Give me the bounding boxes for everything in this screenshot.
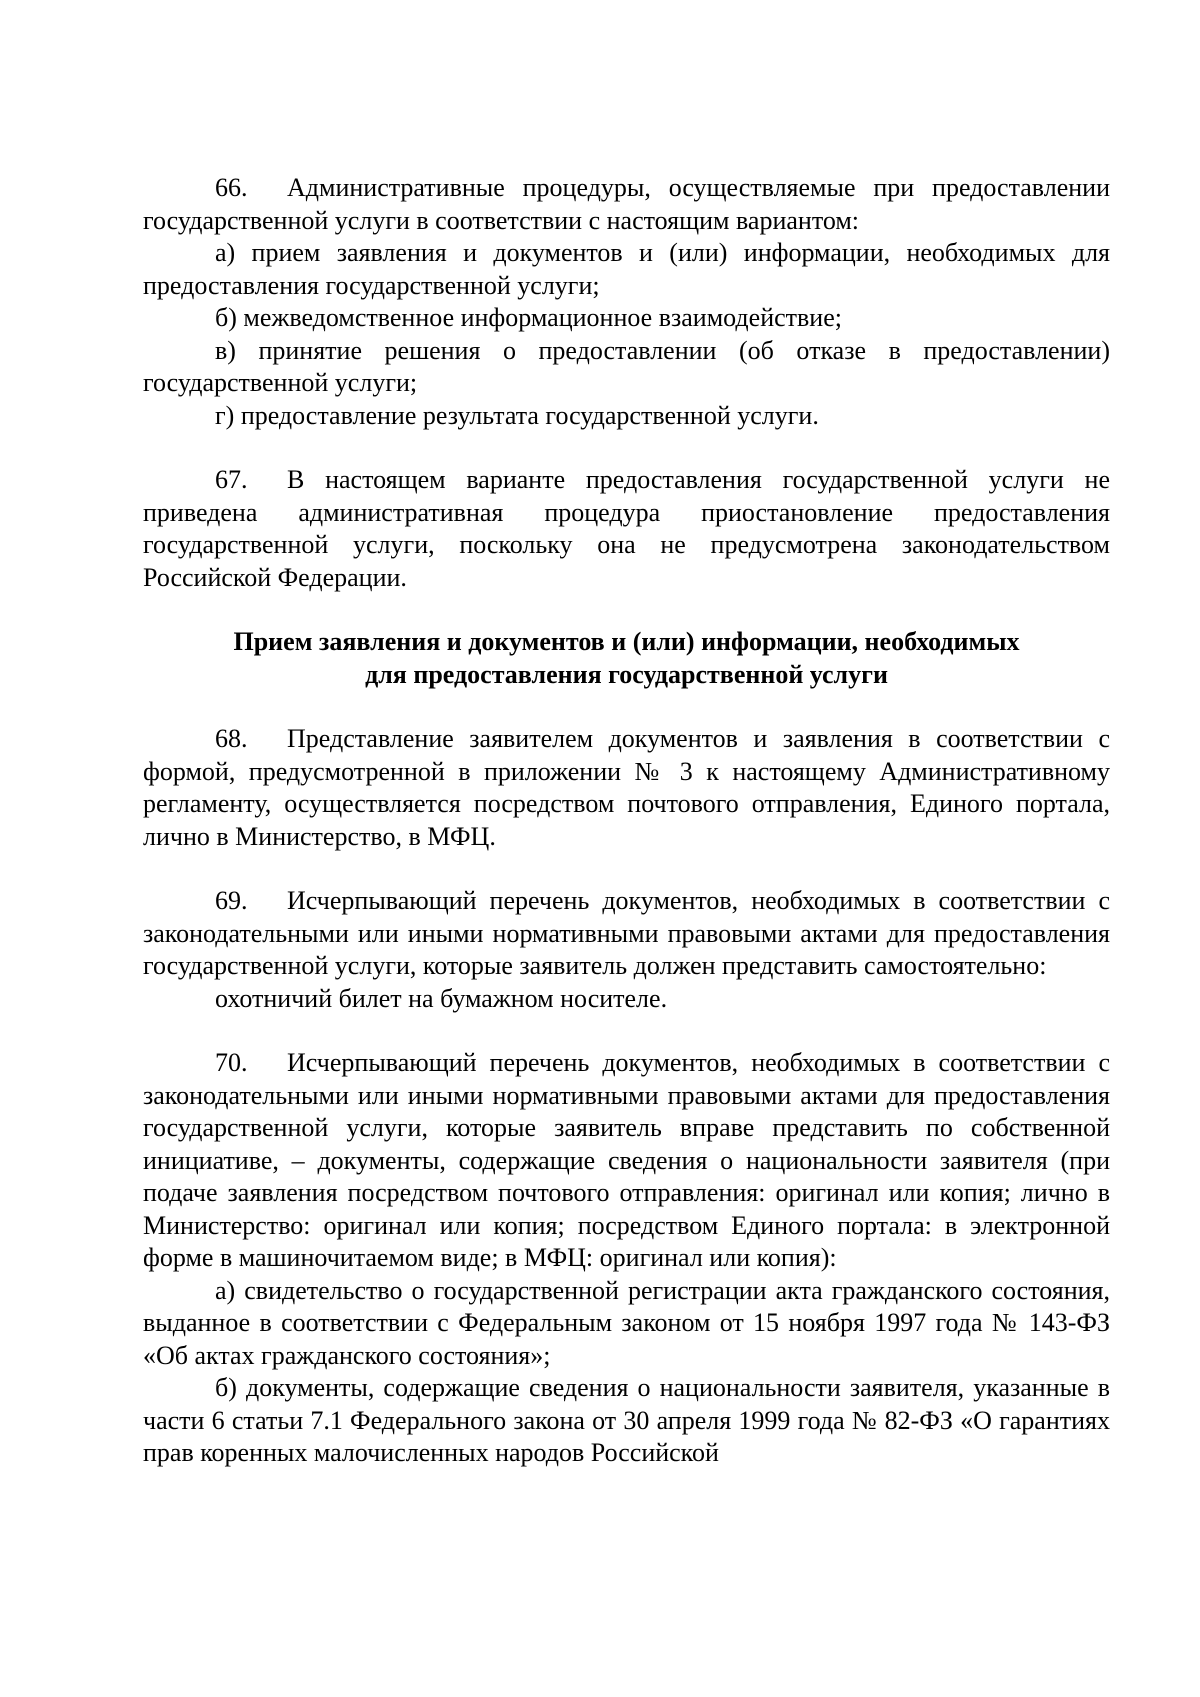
paragraph-text: Исчерпывающий перечень документов, необходимых в соответствии с законодательными или иными нормативными правовыми актами для предоставления государственной услуги, которые заявитель вправе представить по собственной инициативе, – документы, содержащие сведения о национальности заявителя (при подаче заявления посредством почтового отправления: оригинал или копия; лично в Министерство: оригинал или копия; посредством Единого портала: в электронной форме в машиночитаемом виде; в МФЦ: оригинал или копия):	[143, 1048, 1110, 1272]
paragraph-69	[143, 885, 1110, 983]
paragraph-68	[143, 723, 1110, 853]
paragraph-text: В настоящем варианте предоставления государственной услуги не приведена административная процедура приостановление предоставления государственной услуги, поскольку она не предусмотрена законодательством Российской Федерации.	[143, 465, 1110, 592]
paragraph-70	[143, 1047, 1110, 1275]
list-item: а) прием заявления и документов и (или) информации, необходимых для предоставления государственной услуги;	[143, 238, 1110, 300]
section-heading	[143, 626, 1110, 691]
paragraph-number: 66.	[215, 173, 248, 202]
list-item: в) принятие решения о предоставлении (об отказе в предоставлении) государственной услуги;	[143, 335, 1110, 397]
paragraph-number: 69.	[215, 886, 248, 915]
paragraph-number: 68.	[215, 724, 248, 753]
paragraph-text: Исчерпывающий перечень документов, необходимых в соответствии с законодательными или иными нормативными правовыми актами для предоставления государственной услуги, которые заявитель должен представить самостоятельно:	[143, 886, 1110, 980]
section-heading-line: для предоставления государственной услуги	[365, 659, 888, 689]
paragraph-text: Представление заявителем документов и заявления в соответствии с формой, предусмотренной в приложении № 3 к настоящему Административному регламенту, осуществляется посредством почтового отправления, Единого портала, лично в Министерство, в МФЦ.	[143, 724, 1110, 851]
list-item: а) свидетельство о государственной регистрации акта гражданского состояния, выданное в соответствии с Федеральным законом от 15 ноября 1997 года № 143-ФЗ «Об актах гражданского состояния»;	[143, 1275, 1110, 1370]
section-heading-line: Прием заявления и документов и (или) информации, необходимых	[233, 627, 1020, 656]
paragraph-67	[143, 464, 1110, 594]
list-item: б) документы, содержащие сведения о национальности заявителя, указанные в части 6 статьи 7.1 Федерального закона от 30 апреля 1999 года № 82-ФЗ «О гарантиях прав коренных малочисленных народов Российской	[143, 1373, 1110, 1467]
list-item: г) предоставление результата государственной услуги.	[215, 400, 819, 430]
paragraph-number: 67.	[215, 465, 248, 494]
paragraph-number: 70.	[215, 1048, 248, 1077]
paragraph-text: Административные процедуры, осуществляемые при предоставлении государственной услуги в соответствии с настоящим вариантом:	[143, 173, 1110, 235]
paragraph-66	[143, 172, 1110, 237]
list-item: охотничий билет на бумажном носителе.	[215, 983, 668, 1013]
list-item: б) межведомственное информационное взаимодействие;	[215, 303, 842, 332]
